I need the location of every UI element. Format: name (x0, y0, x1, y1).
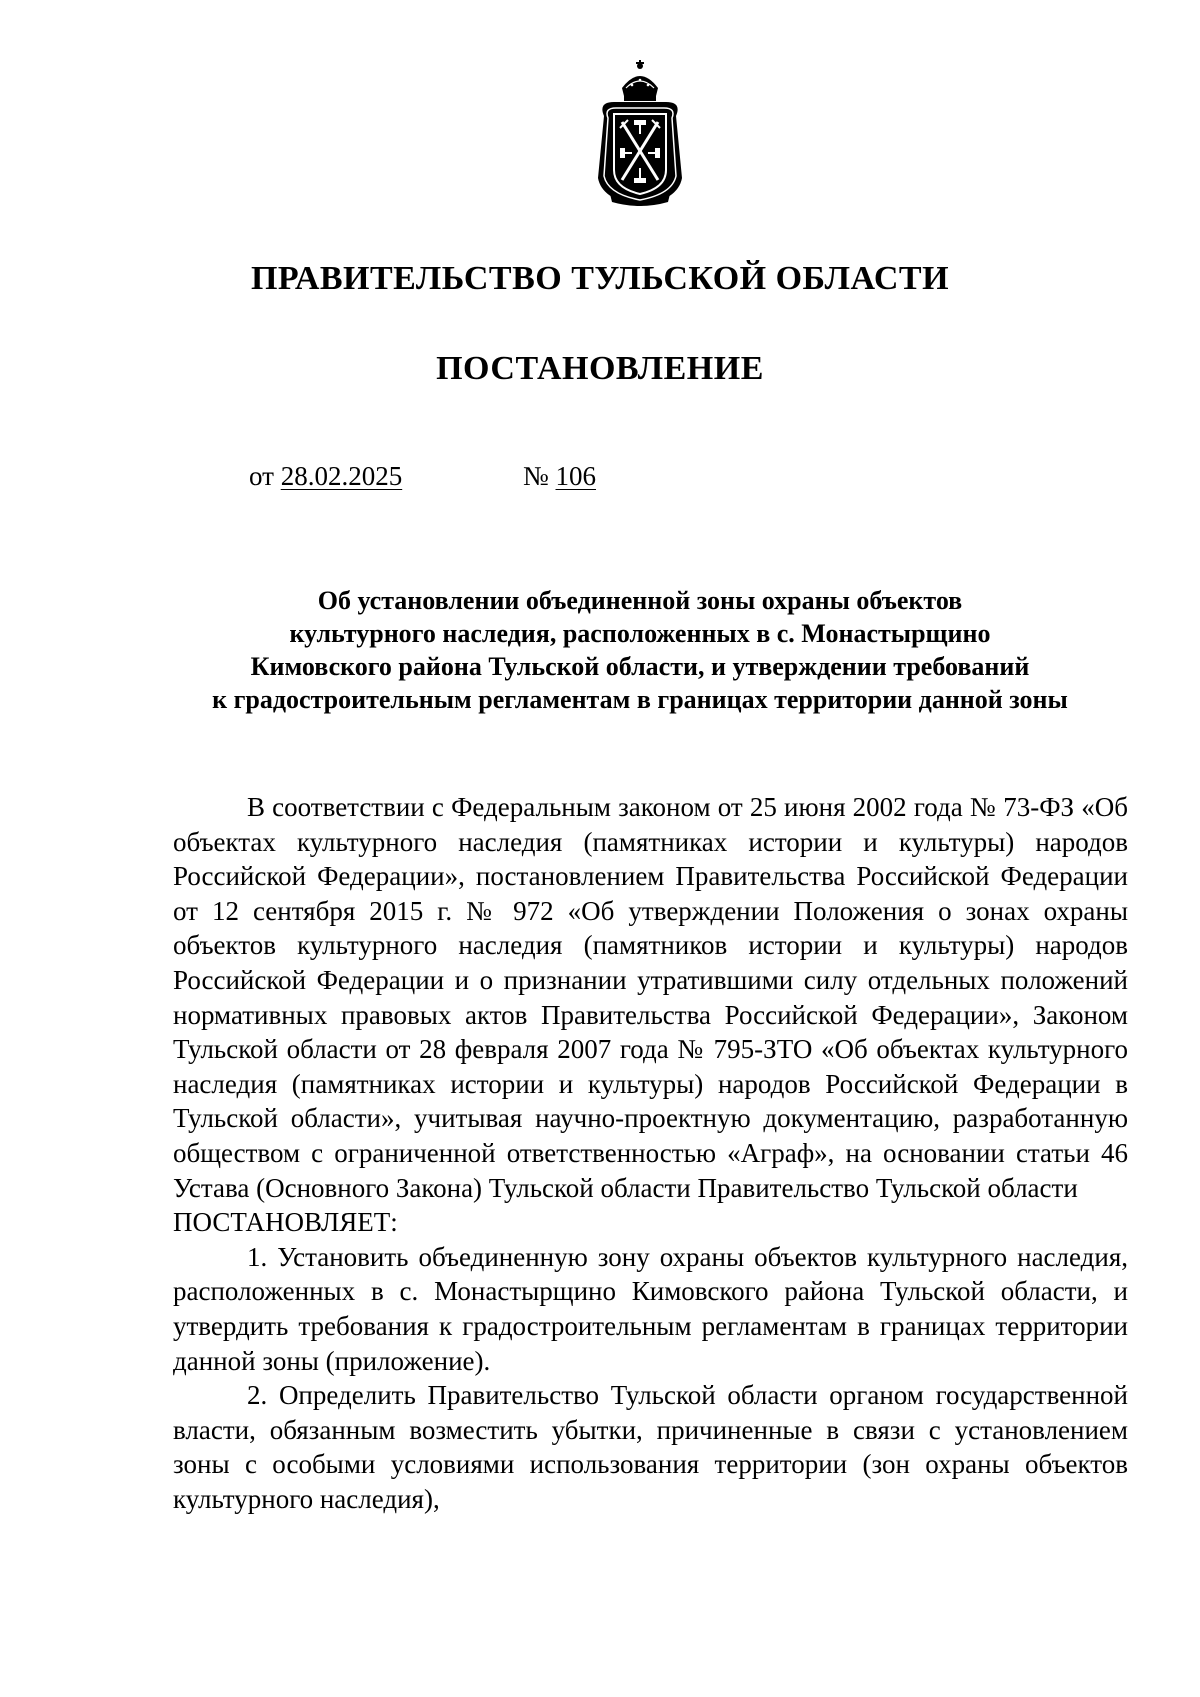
number-prefix: № (523, 461, 549, 491)
document-heading (150, 584, 1130, 716)
clause-1: 1. Установить объединенную зону охраны объектов культурного наследия, расположенных в с. Монастырщино Кимовского района Тульской области, и утвердить требования к градостроительным регламентам в границах территории данной зоны (приложение). (173, 1241, 1128, 1376)
document-date (249, 463, 402, 490)
preamble-paragraph: В соответствии с Федеральным законом от 25 июня 2002 года № 73-ФЗ «Об объектах культурного наследия (памятниках истории и культуры) народов Российской Федерации», постановлением Правительства Российской Федерации от 12 сентября 2015 г. № 972 «Об утверждении Положения о зонах охраны объектов культурного наследия (памятников истории и культуры) народов Российской Федерации и о признании утратившими силу отдельных положений нормативных правовых актов Правительства Российской Федерации», Законом Тульской области от 28 февраля 2007 года № 795-ЗТО «Об объектах культурного наследия (памятниках истории и культуры) народов Российской Федерации в Тульской области», учитывая научно-проектную документацию, разработанную обществом с ограниченной ответственностью «Аграф», на основании статьи 46 Устава (Основного Закона) Тульской области Правительство Тульской области (173, 792, 1128, 1203)
clause-2: 2. Определить Правительство Тульской области органом государственной власти, обязанным возместить убытки, причиненные в связи с установлением зоны с особыми условиями использования территории (зон охраны объектов культурного наследия), (173, 1380, 1128, 1514)
heading-line: культурного наследия, расположенных в с. Монастырщино (289, 619, 991, 648)
document-type-title: ПОСТАНОВЛЕНИЕ (436, 350, 764, 387)
heading-line: Кимовского района Тульской области, и утверждении требований (250, 652, 1030, 681)
heading-line: Об установлении объединенной зоны охраны объектов (317, 586, 963, 615)
coat-of-arms-emblem (584, 58, 696, 208)
heading-line: к градостроительным регламентам в границах территории данной зоны (212, 685, 1068, 714)
number-value: 106 (555, 461, 597, 491)
date-value: 28.02.2025 (280, 461, 403, 491)
document-body (173, 790, 1128, 1516)
decree-word: ПОСТАНОВЛЯЕТ: (173, 1207, 398, 1238)
coat-of-arms-icon (584, 58, 696, 208)
date-prefix: от (249, 461, 274, 491)
organization-title: ПРАВИТЕЛЬСТВО ТУЛЬСКОЙ ОБЛАСТИ (250, 260, 950, 297)
document-number (523, 463, 596, 490)
